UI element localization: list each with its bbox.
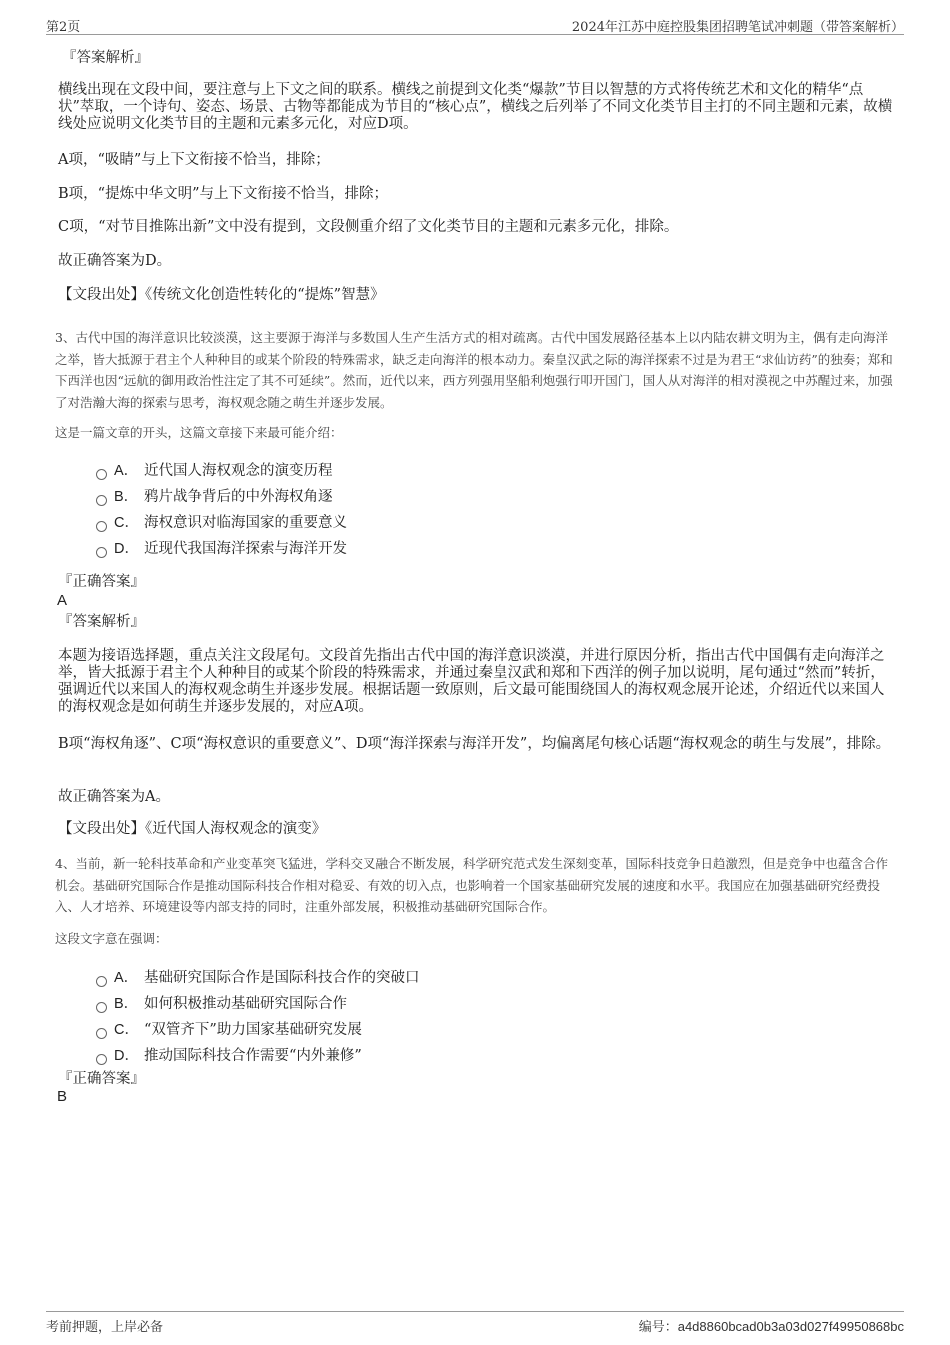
page-header xyxy=(46,14,904,35)
question-3-option-c[interactable]: C． 海权意识对临海国家的重要意义 xyxy=(96,511,347,529)
question-4-option-d[interactable]: D． 推动国际科技合作需要“内外兼修” xyxy=(96,1044,362,1062)
radio-button-icon[interactable] xyxy=(96,976,107,987)
question-3-option-b[interactable]: B． 鸦片战争背后的中外海权角逐 xyxy=(96,485,333,503)
correct-answer: B xyxy=(57,1088,68,1105)
correct-answer-heading: 『正确答案』 xyxy=(58,1071,145,1087)
analysis-note-c: C项，“对节目推陈出新”文中没有提到，文段侧重介绍了文化类节目的主题和元素多元化，排除。 xyxy=(58,219,679,235)
analysis-text: 本题为接语选择题，重点关注文段尾句。文段首先指出古代中国的海洋意识淡漠，并进行原因分析，指出古代中国偶有走向海洋之举，皆大抵源于君主个人种种目的或某个阶段的特殊需求，并通过秦皇汉武和郑和下西洋的例子加以说明，尾句通过“然而”转折，强调近代以来国人的海权观念萌生并逐步发展。根据话题一致原则，后文最可能围绕国人的海权观念展开论述，介绍近代以来国人的海权观念是如何萌生并逐步发展的，对应A项。 xyxy=(58,648,885,715)
radio-button-icon[interactable] xyxy=(96,495,107,506)
radio-button-icon[interactable] xyxy=(96,1028,107,1039)
radio-button-icon[interactable] xyxy=(96,1002,107,1013)
question-4-option-c[interactable]: C． “双管齐下”助力国家基础研究发展 xyxy=(96,1018,362,1036)
passage-source: 【文段出处】《传统文化创造性转化的“提炼”智慧》 xyxy=(58,287,385,303)
question-4-option-b[interactable]: B． 如何积极推动基础研究国际合作 xyxy=(96,992,347,1010)
analysis-conclusion: 故正确答案为D。 xyxy=(58,253,172,269)
question-3-text: 3、古代中国的海洋意识比较淡漠，这主要源于海洋与多数国人生产生活方式的相对疏离。古代中国发展路径基本上以内陆农耕文明为主，偶有走向海洋之举，皆大抵源于君主个人种种目的或某个阶段的特殊需求，缺乏走向海洋的根本动力。秦皇汉武之际的海洋探索不过是为君王“求仙访药”的独奏；郑和下西洋也因“远航的御用政治性注定了其不可延续”。然而，近代以来，西方列强用坚船利炮强行叩开国门，国人从对海洋的相对漠视之中苏醒过来，加强了对浩瀚大海的探索与思考，海权观念随之萌生并逐步发展。 xyxy=(55,330,893,410)
radio-button-icon[interactable] xyxy=(96,1054,107,1065)
page-footer xyxy=(46,1311,904,1336)
passage-source: 【文段出处】《近代国人海权观念的演变》 xyxy=(58,821,327,837)
analysis-note: B项“海权角逐”、C项“海权意识的重要意义”、D项“海洋探索与海洋开发”，均偏离尾句核心话题“海权观念的萌生与发展”，排除。 xyxy=(58,736,891,752)
question-4-option-a[interactable]: A． 基础研究国际合作是国际科技合作的突破口 xyxy=(96,966,420,984)
footer-slogan: 考前押题，上岸必备 xyxy=(46,1320,164,1335)
radio-button-icon[interactable] xyxy=(96,521,107,532)
analysis-conclusion: 故正确答案为A。 xyxy=(58,789,170,805)
correct-answer-heading: 『正确答案』 xyxy=(58,574,145,590)
page-number: 第2页 xyxy=(46,20,81,35)
radio-button-icon[interactable] xyxy=(96,469,107,480)
document-title: 2024年江苏中庭控股集团招聘笔试冲刺题（带答案解析） xyxy=(571,20,904,35)
question-4-text: 4、当前，新一轮科技革命和产业变革突飞猛进，学科交叉融合不断发展，科学研究范式发生深刻变革，国际科技竞争日趋激烈，但是竞争中也蕴含合作机会。基础研究国际合作是推动国际科技合作相对稳妥、有效的切入点，也影响着一个国家基础研究发展的速度和水平。我国应在加强基础研究经费投入、人才培养、环境建设等内部支持的同时，注重外部发展，积极推动基础研究国际合作。 xyxy=(55,856,888,914)
analysis-note-b: B项，“提炼中华文明”与上下文衔接不恰当，排除； xyxy=(58,186,388,202)
question-3-option-a[interactable]: A． 近代国人海权观念的演变历程 xyxy=(96,459,333,477)
question-4-prompt: 这段文字意在强调： xyxy=(55,931,168,946)
question-3-option-d[interactable]: D． 近现代我国海洋探索与海洋开发 xyxy=(96,537,347,555)
analysis-note-a: A项，“吸睛”与上下文衔接不恰当，排除； xyxy=(58,152,330,168)
correct-answer: A xyxy=(57,592,68,609)
analysis-heading: 『答案解析』 xyxy=(58,614,145,630)
question-3-prompt: 这是一篇文章的开头，这篇文章接下来最可能介绍： xyxy=(55,425,343,440)
radio-button-icon[interactable] xyxy=(96,547,107,558)
analysis-text: 横线出现在文段中间，要注意与上下文之间的联系。横线之前提到文化类“爆款”节目以智慧的方式将传统艺术和文化的精华“点状”萃取，一个诗句、姿态、场景、古物等都能成为节目的“核心点”，横线之后列举了不同文化类节目主打的不同主题和元素，故横线处应说明文化类节目的主题和元素多元化，对应D项。 xyxy=(58,82,893,132)
analysis-heading: 『答案解析』 xyxy=(62,50,149,66)
document-code: 编号：a4d8860bcad0b3a03d027f49950868bc xyxy=(638,1319,904,1335)
